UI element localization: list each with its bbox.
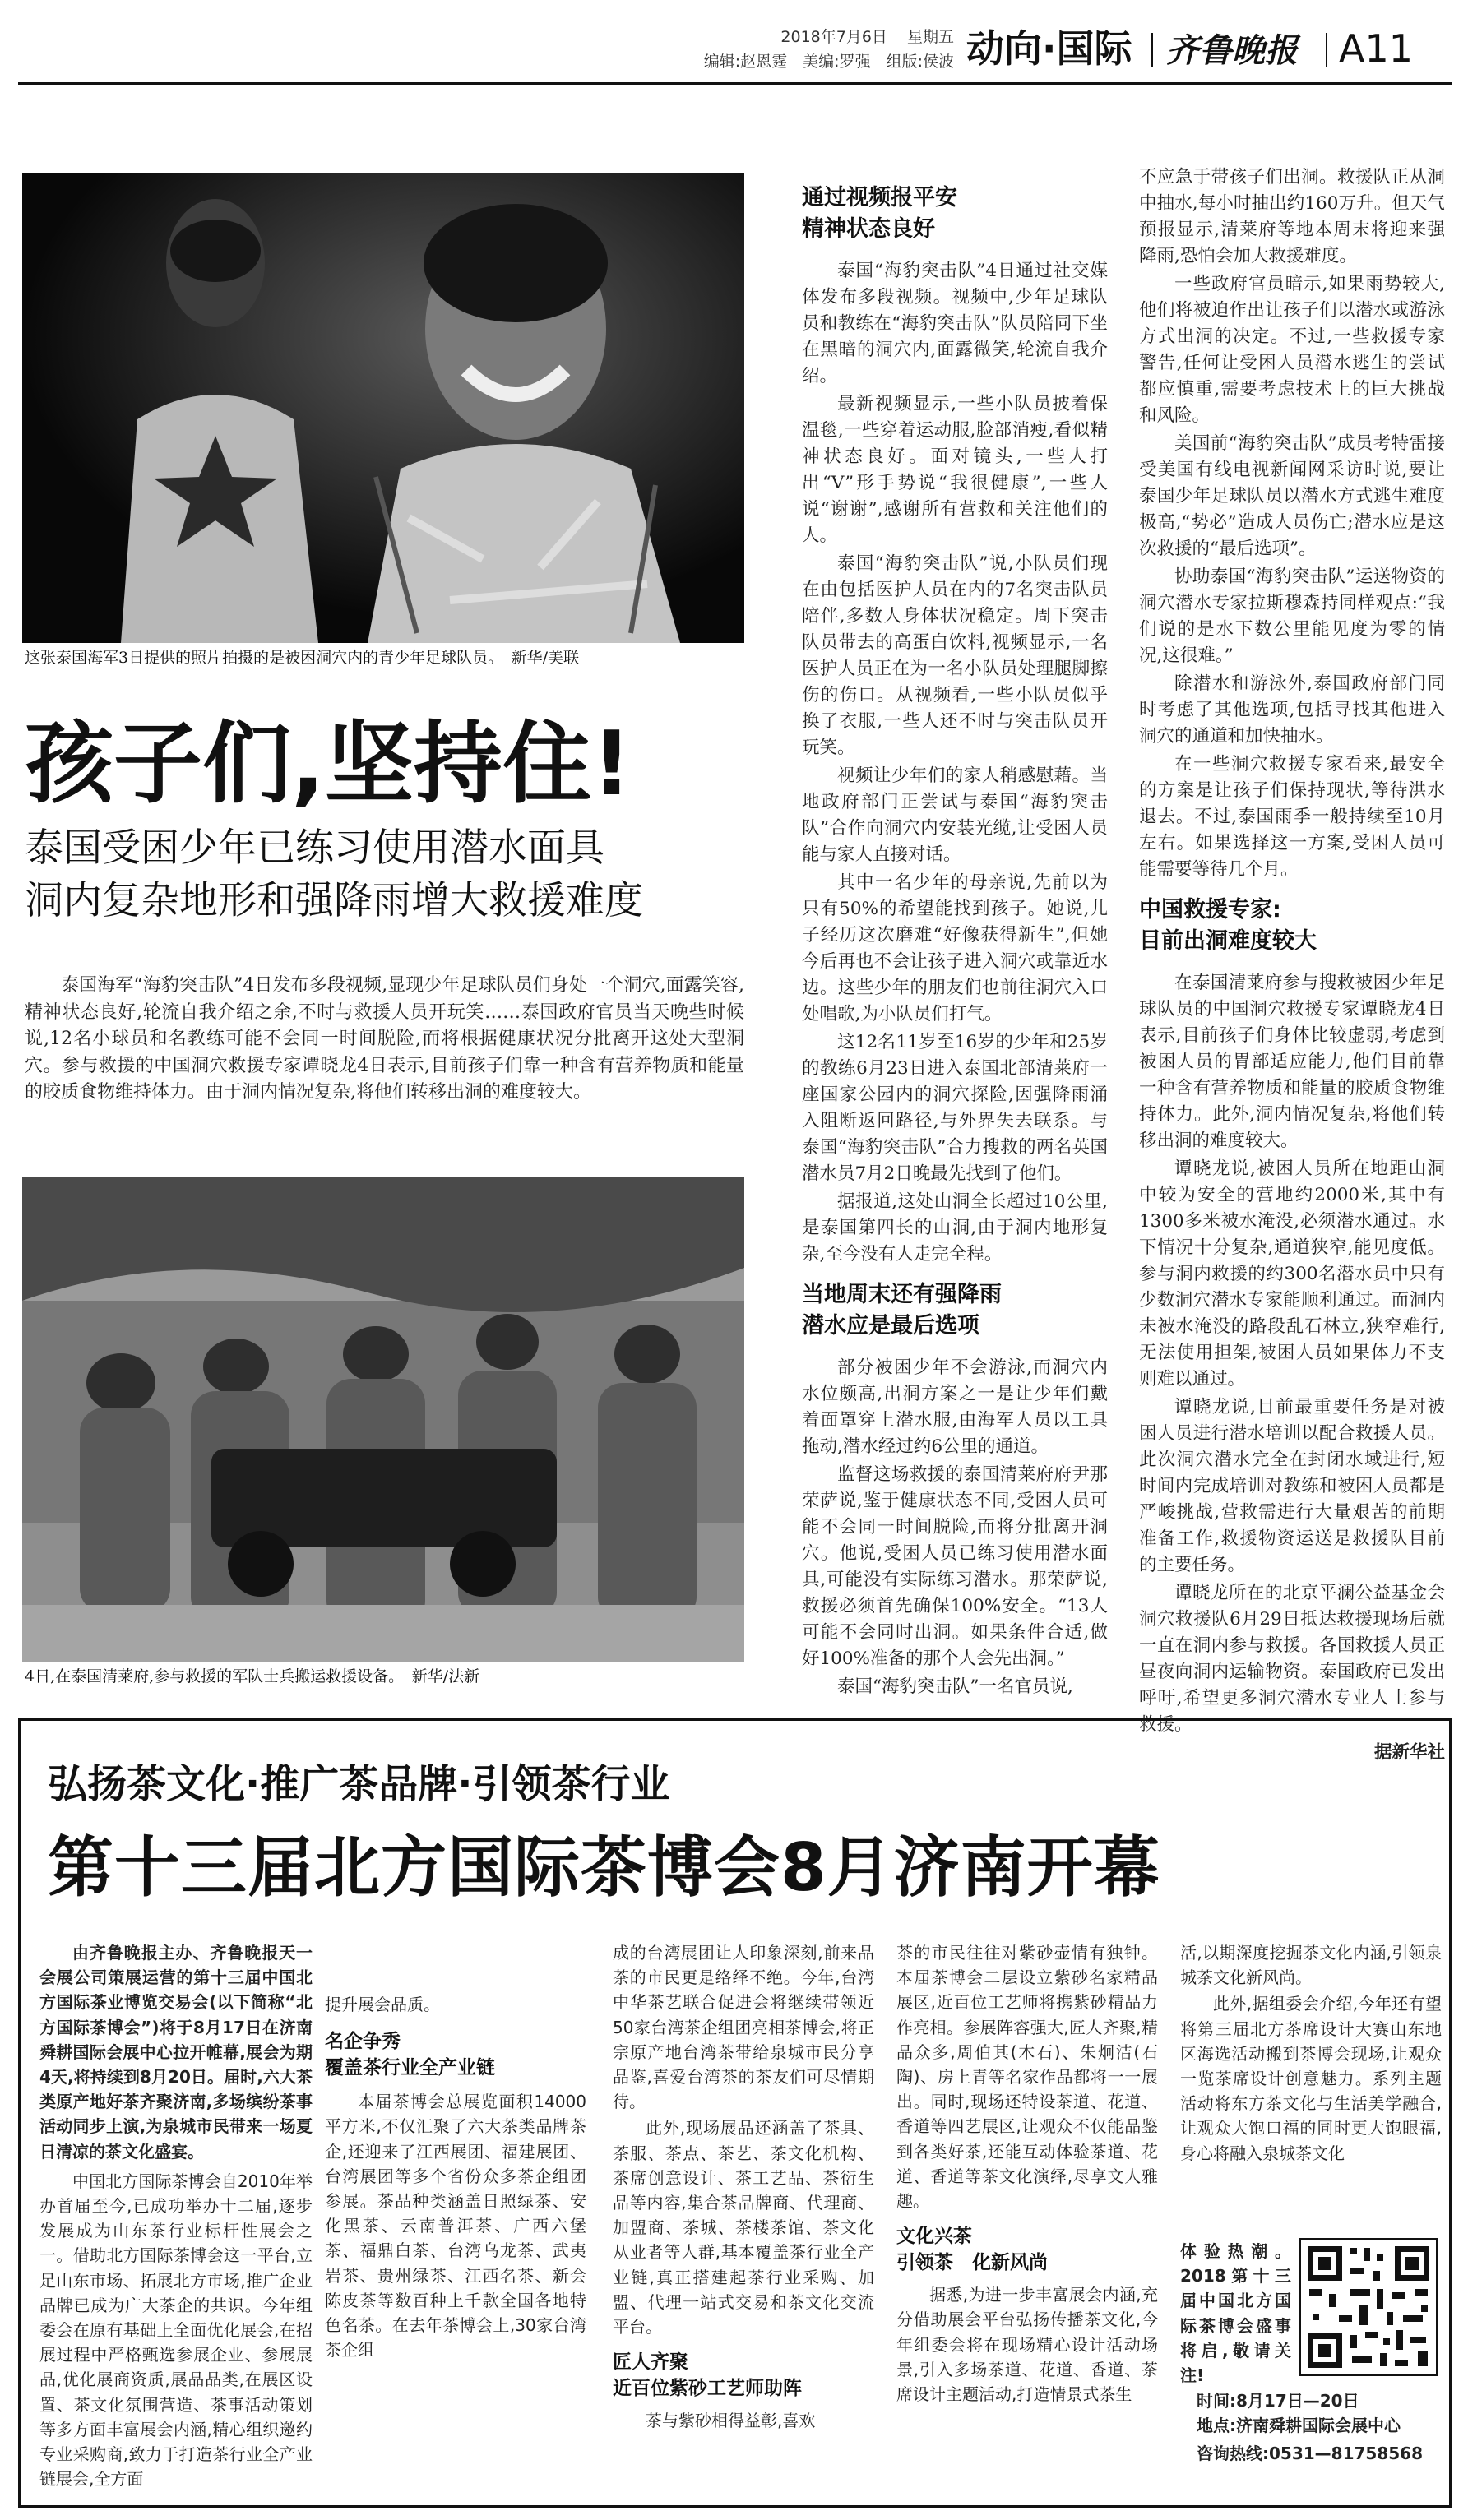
main-headline: 孩子们,坚持住! (25, 713, 632, 816)
photo2-caption: 4日,在泰国清莱府,参与救援的军队士兵搬运救援设备。 新华/法新 (25, 1667, 480, 1685)
qr-code[interactable] (1299, 2238, 1438, 2376)
ad-paragraph: 中国北方国际茶博会自2010年举办首届至今,已成功举办十二届,逐步发展成为山东茶行业标杆性展会之一。借助北方国际茶博会这一平台,立足山东市场、拓展北方市场,推广企业品牌已成为广大茶企的共识。今年组委会在原有基础上全面优化展会,在招展过程中严格甄选参展企业、参展展品,优化展商资质,展品品类,在展区设置、茶文化氛围营造、茶事活动策划等多方面丰富展会内涵,精心组织邀约专业采购商,致力于打造茶行业全产业链展会,全方面 (39, 2171, 313, 2490)
ad-subhead-culture: 文化兴茶 引领茶 化新风尚 (896, 2226, 1048, 2274)
col2-paragraph: 监督这场救援的泰国清莱府府尹那荣萨说,鉴于健康状态不同,受困人员可能不会同一时间脱险,而将分批离开洞穴。他说,受困人员已练习使用潜水面具,可能没有实际练习潜水。那荣萨说,救援必须首先确保100%安全。“13人可能不会同时出洞。如果条件合适,做好100%准备的那个人会先出洞。” (802, 1464, 1108, 1669)
event-hotline: 咨询热线:0531—81758568 (1197, 2444, 1423, 2463)
col2-paragraph: 据报道,这处山洞全长超过10公里,是泰国第四长的山洞,由于洞内地形复杂,至今没有人走完全程。 (802, 1191, 1108, 1265)
col3-paragraph: 协助泰国“海豹突击队”运送物资的洞穴潜水专家拉斯穆森持同样观点:“我们说的是水下数公里能见度为零的情况,这很难。” (1139, 566, 1445, 666)
ad-column-5 (1180, 1940, 1442, 2167)
ad-column-2 (325, 1992, 586, 2364)
subhead-rain: 当地周末还有强降雨 潜水应是最后选项 (802, 1282, 1002, 1339)
lead-text: 泰国海军“海豹突击队”4日发布多段视频,显现少年足球队员们身处一个洞穴,面露笑容,精神状态良好,轮流自我介绍之余,不时与救援人员开玩笑……泰国政府官员当天晚些时候说,12名小球员和名教练可能不会同一时间脱险,而将根据健康状况分批离开这处大型洞穴。参与救援的中国洞穴救援专家谭晓龙4日表示,目前孩子们靠一种含有营养物质和能量的胶质食物维持体力。由于洞内情况复杂,将他们转移出洞的难度较大。 (25, 975, 744, 1103)
subhead-video: 通过视频报平安 精神状态良好 (802, 185, 957, 242)
ad-paragraph: 提升展会品质。 (325, 1995, 440, 2014)
qr-code-graphic (1301, 2240, 1436, 2374)
ad-title: 第十三届北方国际茶博会8月济南开幕 (48, 1829, 1160, 1906)
col3-paragraph: 在一些洞穴救援专家看来,最安全的方案是让孩子们保持现状,等待洪水退去。不过,泰国雨季一般持续至10月左右。如果选择这一方案,受困人员可能需要等待几个月。 (1139, 754, 1445, 880)
article-column-3 (1139, 164, 1445, 1766)
news-credit: 据新华社 (1373, 1742, 1445, 1763)
col3-paragraph: 美国前“海豹突击队”成员考特雷接受美国有线电视新闻网采访时说,要让泰国少年足球队员以潜水方式逃生难度极高,“势必”造成人员伤亡;潜水应是这次救援的“最后选项”。 (1139, 433, 1445, 559)
col2-paragraph: 泰国“海豹突击队”4日通过社交媒体发布多段视频。视频中,少年足球队员和教练在“海豹突击队”队员陪同下坐在黑暗的洞穴内,面露微笑,轮流自我介绍。 (802, 261, 1108, 386)
col2-paragraph: 部分被困少年不会游泳,而洞穴内水位颇高,出洞方案之一是让少年们戴着面罩穿上潜水服,由海军人员以工具拖动,潜水经过约6公里的通道。 (802, 1357, 1108, 1457)
ad-paragraph: 成的台湾展团让人印象深刻,前来品茶的市民更是络绎不绝。今年,台湾中华茶艺联合促进会将继续带领近50家台湾茶企组团亮相茶博会,将正宗原产地台湾茶带给泉城市民分享品鉴,喜爱台湾茶的茶友们可尽情期待。 (613, 1943, 874, 2112)
header-date: 2018年7月6日 (780, 28, 887, 46)
ad-paragraph: 茶与紫砂相得益彰,喜欢 (646, 2411, 816, 2431)
col2-paragraph: 其中一名少年的母亲说,先前以为只有50%的希望能找到孩子。她说,儿子经历这次磨难“好像获得新生”,但她今后再也不会让孩子进入洞穴或靠近水边。这些少年的朋友们也前往洞穴入口处唱歌,为小队员们打气。 (802, 872, 1108, 1024)
col3-paragraph: 谭晓龙所在的北京平澜公益基金会洞穴救援队6月29日抵达救援现场后就一直在洞内参与救援。各国救援人员正昼夜向洞内运输物资。泰国政府已发出呼吁,希望更多洞穴潜水专业人士参与救援。 (1139, 1583, 1445, 1735)
ad-paragraph: 本届茶博会总展览面积14000平方米,不仅汇聚了六大茶类品牌茶企,还迎来了江西展团、福建展团、台湾展团等多个省份众多茶企组团参展。茶品种类涵盖日照绿茶、安化黑茶、云南普洱茶、广西六堡茶、福鼎白茶、台湾乌龙茶、武夷岩茶、贵州绿茶、江西名茶、新会陈皮茶等数百种上千款全国各地特色名茶。在去年茶博会上,30家台湾茶企组 (325, 2092, 586, 2360)
photo-boys-in-cave (22, 173, 744, 643)
col3-paragraph: 不应急于带孩子们出洞。救援队正从洞中抽水,每小时抽出约160万升。但天气预报显示,清莱府等地本周末将迎来强降雨,恐怕会加大救援难度。 (1139, 167, 1445, 266)
header-rule (18, 82, 1452, 85)
col2-paragraph: 这12名11岁至16岁的少年和25岁的教练6月23日进入泰国北部清莱府一座国家公园内的洞穴探险,因强降雨涌入阻断返回路径,与外界失去联系。与泰国“海豹突击队”合力搜救的两名英国潜水员7月2日晚最先找到了他们。 (802, 1032, 1108, 1184)
photo-boys-graphic (22, 173, 744, 643)
header-divider-2 (1326, 33, 1327, 67)
subhead-china-expert: 中国救援专家: 目前出洞难度较大 (1139, 897, 1317, 954)
header-date-line (707, 25, 954, 49)
ad-column-3 (613, 1940, 874, 2434)
ad-column-4 (896, 1940, 1158, 2408)
ad-kicker: 弘扬茶文化·推广茶品牌·引领茶行业 (48, 1761, 670, 1807)
col2-paragraph: 最新视频显示,一些小队员披着保温毯,一些穿着运动服,脸部消瘦,看似精神状态良好。面对镜头,一些人打出“V”形手势说“我很健康”,一些人说“谢谢”,感谢所有营救和关注他们的人。 (802, 394, 1108, 546)
header-divider (1151, 33, 1153, 67)
lead-paragraph (25, 973, 744, 1108)
ad-subhead-brands: 名企争秀 覆盖茶行业全产业链 (325, 2031, 495, 2079)
header-staff: 编辑:赵恩霆 美编:罗强 组版:侯波 (703, 53, 954, 71)
ad-lead: 由齐鲁晚报主办、齐鲁晚报天一会展公司策展运营的第十三届中国北方国际茶业博览交易会(以下简称“北方国际茶博会”)将于8月17日在济南舜耕国际会展中心拉开帷幕,展会为期4天,将持续到8月20日。届时,六大茶类原产地好茶齐聚济南,多场缤纷茶事活动同步上演,为泉城市民带来一场夏日清凉的茶文化盛宴。 (39, 1943, 313, 2162)
col3-paragraph: 谭晓龙说,被困人员所在地距山洞中较为安全的营地约2000米,其中有1300多米被水淹没,必须潜水通过。水下情况十分复杂,通道狭窄,能见度低。参与洞内救援的约300名潜水员中只有少数洞穴潜水专家能顺利通过。而洞内未被水淹没的路段乱石林立,狭窄难行,无法使用担架,被困人员如果体力不支则难以通过。 (1139, 1158, 1445, 1389)
event-venue: 地点:济南舜耕国际会展中心 (1197, 2416, 1401, 2435)
ad-paragraph: 此外,现场展品还涵盖了茶具、茶服、茶点、茶艺、茶文化机构、茶席创意设计、茶工艺品、茶衍生品等内容,集合茶品牌商、代理商、加盟商、茶城、茶楼茶馆、茶文化从业者等人群,基本覆盖茶行业全产业链,真正搭建起茶行业采购、加盟、代理一站式交易和茶文化交流平台。 (613, 2118, 874, 2337)
col3-paragraph: 除潜水和游泳外,泰国政府部门同时考虑了其他选项,包括寻找其他进入洞穴的通道和加快抽水。 (1139, 673, 1445, 747)
col2-paragraph: 泰国“海豹突击队”说,小队员们现在由包括医护人员在内的7名突击队员陪伴,多数人身体状况稳定。周下突击队员带去的高蛋白饮料,视频显示,一名医护人员正在为一名小队员处理腿脚擦伤的伤口。从视频看,一些小队员似乎换了衣服,一些人还不时与突击队员开玩笑。 (802, 553, 1108, 758)
col2-paragraph: 视频让少年们的家人稍感慰藉。当地政府部门正尝试与泰国“海豹突击队”合作向洞穴内安装光缆,让受困人员能与家人直接对话。 (802, 765, 1108, 865)
ad-subhead-artisans: 匠人齐聚 近百位紫砂工艺师助阵 (613, 2351, 802, 2400)
ad-paragraph: 此外,据组委会介绍,今年还有望将第三届北方茶席设计大赛山东地区海选活动搬到茶博会现场,让观众一览茶席设计创意魅力。系列主题活动将东方茶文化与生活美学融合,让观众大饱口福的同时更大饱眼福,身心将融入泉城茶文化 (1180, 1994, 1442, 2163)
col3-paragraph: 谭晓龙说,目前最重要任务是对被困人员进行潜水培训以配合救援人员。此次洞穴潜水完全在封闭水域进行,短时间内完成培训对教练和被困人员都是严峻挑战,营救需进行大量艰苦的前期准备工作,救援物资运送是救援队目前的主要任务。 (1139, 1397, 1445, 1575)
photo-soldiers (22, 1177, 744, 1662)
ad-event-info (1180, 2388, 1452, 2466)
ad-paragraph: 茶的市民往往对紫砂壶情有独钟。本届茶博会二层设立紫砂名家精品展区,近百位工艺师将携紫砂精品力作亮相。参展阵容强大,匠人齐聚,精品众多,周伯其(木石)、朱炯洁(石陶)、房上青等名家作品都将一一展出。同时,现场还特设茶道、花道、香道等四艺展区,让观众不仅能品鉴到各类好茶,还能互动体验茶道、花道、香道等茶文化演绎,尽享文人雅趣。 (896, 1943, 1158, 2212)
col3-paragraph: 在泰国清莱府参与搜救被困少年足球队员的中国洞穴救援专家谭晓龙4日表示,目前孩子们身体比较虚弱,考虑到被困人员的胃部适应能力,他们目前靠一种含有营养物质和能量的胶质食物维持体力。此外,洞内情况复杂,将他们转移出洞的难度较大。 (1139, 973, 1445, 1151)
photo-soldiers-graphic (22, 1177, 744, 1662)
sub-headline-1: 泰国受困少年已练习使用潜水面具 (25, 825, 604, 871)
sub-headline-2: 洞内复杂地形和强降雨增大救援难度 (25, 878, 643, 923)
section-title: 动向·国际 (966, 26, 1132, 71)
article-column-2 (802, 183, 1108, 1702)
event-time: 时间:8月17日—20日 (1197, 2391, 1359, 2411)
photo1-caption: 这张泰国海军3日提供的照片拍摄的是被困洞穴内的青少年足球队员。 新华/美联 (25, 649, 579, 667)
col3-paragraph: 一些政府官员暗示,如果雨势较大,他们将被迫作出让孩子们以潜水或游泳方式出洞的决定。不过,一些救援专家警告,任何让受困人员潜水逃生的尝试都应慎重,需要考虑技术上的巨大挑战和风险。 (1139, 274, 1445, 426)
ad-column-1 (39, 1940, 313, 2493)
col2-paragraph: 泰国“海豹突击队”一名官员说, (837, 1676, 1073, 1697)
ad-paragraph: 据悉,为进一步丰富展会内涵,充分借助展会平台弘扬传播茶文化,今年组委会将在现场精心设计活动场景,引入多场茶道、花道、香道、茶席设计主题活动,打造情景式茶生 (896, 2285, 1158, 2405)
header-weekday: 星期五 (906, 28, 954, 46)
page-number: A11 (1339, 26, 1414, 71)
ad-paragraph: 活,以期深度挖掘茶文化内涵,引领泉城茶文化新风尚。 (1180, 1943, 1442, 1988)
qr-side-text: 体验热潮。2018第十三届中国北方国际茶博会盛事将启,敬请关注! (1180, 2241, 1291, 2386)
newspaper-logo: 齐鲁晚报 (1166, 31, 1298, 70)
